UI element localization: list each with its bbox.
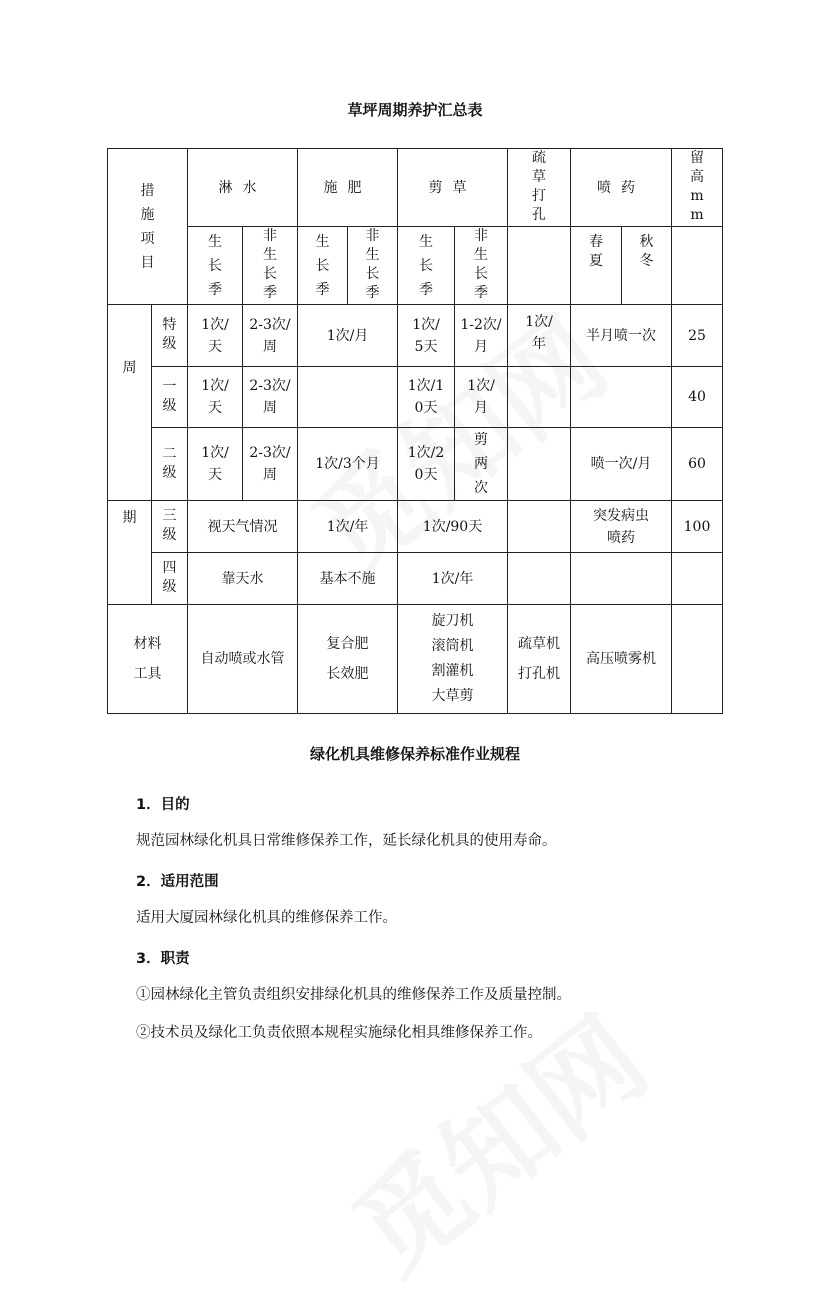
header-watering: 淋水 — [188, 149, 298, 227]
cell — [455, 428, 508, 501]
cell-text: 长效肥 — [326, 666, 369, 682]
cell — [398, 428, 455, 501]
period-bottom-cell — [108, 501, 152, 605]
header-aerate: 疏草打孔 — [508, 149, 571, 227]
cell — [508, 367, 571, 428]
header-fertilize: 施肥 — [298, 149, 398, 227]
cell — [188, 367, 243, 428]
cell-text: 生长季 — [208, 233, 222, 298]
table-row — [108, 305, 723, 367]
cell-text: 生长季 — [419, 233, 433, 298]
cell: 1次/月 — [298, 305, 398, 367]
cell-text: 2-3次/周 — [249, 378, 291, 416]
cell-text: 秋冬 — [639, 234, 654, 269]
cell: 高压喷雾机 — [571, 605, 672, 714]
cell: 40 — [672, 367, 723, 428]
section-2-heading: 2．适用范围 — [136, 874, 219, 890]
cell-text: 1次/5天 — [412, 316, 440, 355]
section-1-heading: 1．目的 — [136, 797, 190, 813]
cell — [571, 553, 672, 605]
cell — [455, 305, 508, 367]
grade-cell — [152, 428, 188, 501]
cell-text: 特级 — [162, 317, 177, 352]
grade-cell — [152, 553, 188, 605]
cell-text: 期 — [122, 509, 137, 526]
table-title: 草坪周期养护汇总表 — [347, 101, 483, 119]
section-2-text: 适用大厦园林绿化机具的维修保养工作。 — [136, 910, 397, 926]
cell-text: 1次/年 — [525, 314, 553, 352]
cell: 视天气情况 — [188, 501, 298, 553]
corner-label: 措施项目 — [140, 182, 155, 271]
cell — [243, 367, 298, 428]
cell-text: 割灌机 — [431, 663, 474, 679]
sub-growing-watering — [188, 227, 243, 305]
lawn-maintenance-table — [107, 148, 723, 714]
cell — [508, 501, 571, 553]
cell: 喷一次/月 — [571, 428, 672, 501]
cell: 自动喷或水管 — [188, 605, 298, 714]
cell-text: 半月喷一次 — [586, 327, 657, 344]
cell-text: 2-3次/周 — [249, 445, 291, 483]
grade-cell — [152, 367, 188, 428]
section-3-item-2: ②技术员及绿化工负责依照本规程实施绿化相具维修保养工作。 — [136, 1025, 542, 1041]
header-spray: 喷药 — [571, 149, 672, 227]
procedure-title: 绿化机具维修保养标准作业规程 — [309, 745, 520, 763]
cell-text: 非生长季 — [263, 228, 277, 301]
cell-text: 剪两次 — [474, 432, 488, 496]
cell — [188, 305, 243, 367]
cell: 靠天水 — [188, 553, 298, 605]
cell — [571, 367, 672, 428]
cell-text: 2-3次/周 — [249, 316, 291, 355]
cell — [298, 605, 398, 714]
cell — [455, 367, 508, 428]
cell — [571, 305, 672, 367]
cell-text: 1次/20天 — [407, 445, 445, 483]
cell — [188, 428, 243, 501]
header-mowing: 剪草 — [398, 149, 508, 227]
cell: 25 — [672, 305, 723, 367]
header-height: 留高mm — [672, 149, 723, 227]
cell: 1次/90天 — [398, 501, 508, 553]
cell: 1次/年 — [398, 553, 508, 605]
cell-text: 疏草机 — [518, 636, 561, 652]
cell-text: 二级 — [162, 445, 177, 481]
cell — [243, 305, 298, 367]
sub-nongrowing-mowing — [455, 227, 508, 305]
cell-text: 一级 — [162, 378, 177, 414]
cell — [508, 605, 571, 714]
header-row — [108, 149, 723, 227]
cell-text: 打孔机 — [518, 666, 561, 682]
cell-text: 周 — [122, 359, 137, 376]
cell-text: 突发病虫喷药 — [593, 507, 649, 546]
cell-text: 1次/10天 — [407, 378, 445, 416]
sub-spring — [571, 227, 622, 305]
section-1-text: 规范园林绿化机具日常维修保养工作，延长绿化机具的使用寿命。 — [136, 833, 557, 849]
sub-growing-mowing — [398, 227, 455, 305]
cell — [672, 605, 723, 714]
table-row — [108, 367, 723, 428]
sub-nongrowing-watering — [243, 227, 298, 305]
sub-height-empty — [672, 227, 723, 305]
corner-cell — [108, 149, 188, 305]
cell — [398, 305, 455, 367]
table-row — [108, 428, 723, 501]
sub-aerate-empty — [508, 227, 571, 305]
materials-row — [108, 605, 723, 714]
cell — [298, 367, 398, 428]
materials-label-cell — [108, 605, 188, 714]
grade-cell — [152, 305, 188, 367]
cell-text: 1次/月 — [467, 378, 495, 416]
cell-text: 工具 — [133, 666, 162, 682]
section-3-item-1: ①园林绿化主管负责组织安排绿化机具的维修保养工作及质量控制。 — [136, 987, 571, 1003]
cell — [398, 605, 508, 714]
cell: 60 — [672, 428, 723, 501]
cell — [508, 305, 571, 367]
cell — [571, 501, 672, 553]
cell — [508, 553, 571, 605]
sub-nongrowing-fertilize — [348, 227, 398, 305]
table-row — [108, 553, 723, 605]
subheader-row — [108, 227, 723, 305]
cell-text: 滚筒机 — [431, 638, 474, 654]
cell: 1次/3个月 — [298, 428, 398, 501]
period-top-cell — [108, 305, 152, 501]
grade-cell — [152, 501, 188, 553]
cell-text: 非生长季 — [365, 228, 380, 301]
cell-text: 1次/天 — [201, 445, 229, 483]
cell — [398, 367, 455, 428]
cell-text: 材料 — [133, 636, 162, 652]
cell-text: 四级 — [162, 560, 177, 595]
cell-text: 复合肥 — [326, 636, 369, 652]
cell: 基本不施 — [298, 553, 398, 605]
table-row — [108, 501, 723, 553]
cell-text: 1次/天 — [201, 316, 229, 355]
cell-text: 春夏 — [589, 234, 603, 269]
cell-text: 大草剪 — [431, 688, 474, 704]
cell — [243, 428, 298, 501]
cell-text: 三级 — [162, 508, 177, 543]
cell-text: 生长季 — [315, 233, 330, 298]
cell-text: 旋刀机 — [431, 613, 474, 629]
sub-autumn — [622, 227, 672, 305]
cell-text: 1次/天 — [201, 378, 229, 416]
cell-text: 1-2次/月 — [460, 316, 502, 355]
cell — [508, 428, 571, 501]
cell: 100 — [672, 501, 723, 553]
section-3-heading: 3．职责 — [136, 951, 190, 967]
cell: 1次/年 — [298, 501, 398, 553]
cell-text: 非生长季 — [474, 228, 488, 301]
sub-growing-fertilize — [298, 227, 348, 305]
cell — [672, 553, 723, 605]
